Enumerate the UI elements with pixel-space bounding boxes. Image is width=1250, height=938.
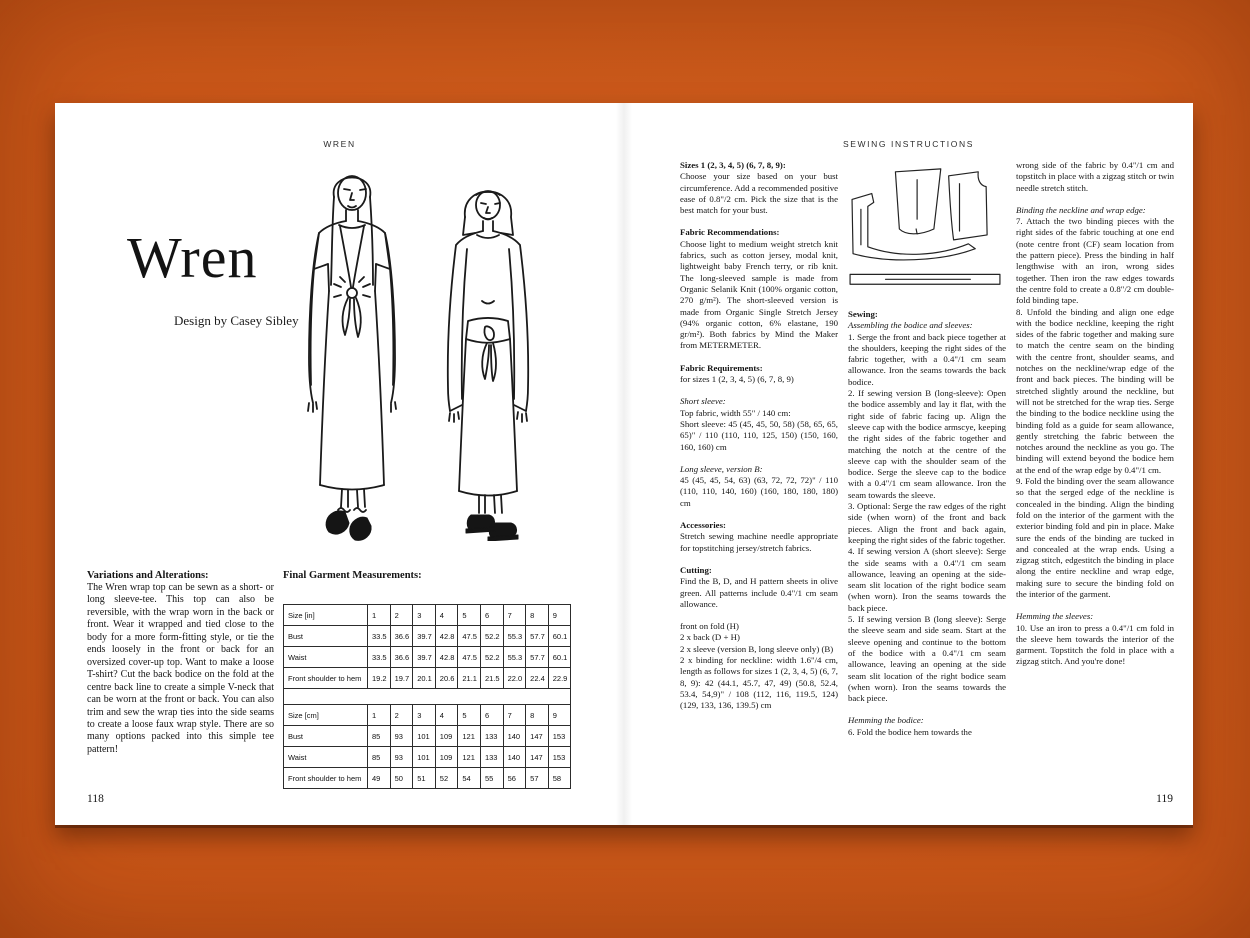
table-cell: 57 [526, 768, 549, 789]
table-cell: 6 [480, 705, 503, 726]
paragraph: Choose light to medium weight stretch knit fabrics, such as cotton jersey, modal knit, lightweight baby French terry, or rib knit. The long-sleeved sample is made from Organic Selanik Knit (100% organic cotton, 270 g/m²). The short-sleeved version is made from Organic Single Stretch Jersey (94% organic cotton, 6% elastane, 190 gr/m²). Both fabrics by Mind the Maker from METERMETER. [680, 238, 838, 351]
pattern-pieces-diagram [846, 160, 1004, 300]
table-cell: 42.8 [435, 647, 458, 668]
paragraph-gap [680, 352, 838, 363]
text-line: for sizes 1 (2, 3, 4, 5) (6, 7, 8, 9) [680, 374, 794, 385]
page-number-right: 119 [1156, 793, 1173, 805]
table-cell: 9 [548, 705, 571, 726]
table-row [284, 647, 571, 668]
paragraph: 8. Unfold the binding and align one edge with the bodice neckline, keeping the right sides of the fabric together and making sure to match the centre seam on the binding with the centre front, shoulder seams, and notches on the neckline/wrap edge of the front and back pieces. The binding will be stretched slightly around the neckline, but will not be stretched for the wrap ties. Serge the binding to the bodice neckline using the binding fold as a guide for seam allowance, gently stretching the fabric between the notches around the neckline as you go. The binding will extend beyond the bodice hem at the end of the wrap edge by 0.4"/1 cm. [1016, 306, 1174, 475]
text-line: front on fold (H) [680, 621, 739, 632]
table-cell: 121 [458, 726, 481, 747]
table-cell: 60.1 [548, 626, 571, 647]
column-binding-hemming [1016, 160, 1174, 668]
paragraph-gap [680, 509, 838, 520]
table-cell: 22.9 [548, 668, 571, 689]
table-cell: 8 [526, 605, 549, 626]
table-cell: 52.2 [480, 647, 503, 668]
table-cell: 133 [480, 726, 503, 747]
paragraph: 10. Use an iron to press a 0.4"/1 cm fold in the sleeve hem towards the interior of the garment. Topstitch the fold in place with a zigzag stitch. And you're done! [1016, 622, 1174, 667]
table-cell: Bust [284, 626, 368, 647]
table-cell: 36.6 [390, 647, 413, 668]
table-cell: 19.7 [390, 668, 413, 689]
table-cell: 153 [548, 747, 571, 768]
section-subheading: Hemming the bodice: [848, 715, 924, 726]
table-cell: 3 [413, 605, 436, 626]
pattern-title: Wren [127, 225, 258, 290]
section-heading: Fabric Recommendations: [680, 227, 780, 238]
column-sizes-fabric-cutting [680, 160, 838, 711]
paragraph-gap [680, 453, 838, 464]
table-cell: 50 [390, 768, 413, 789]
table-cell: 4 [435, 605, 458, 626]
table-row [284, 626, 571, 647]
table-cell: 6 [480, 605, 503, 626]
table-cell: 133 [480, 747, 503, 768]
paragraph: 6. Fold the bodice hem towards the [848, 726, 972, 737]
table-cell: 47.5 [458, 626, 481, 647]
table-cell: 52 [435, 768, 458, 789]
paragraph-gap [848, 704, 1006, 715]
paragraph: Short sleeve: 45 (45, 45, 50, 58) (58, 65, 65, 65)" / 110 (110, 110, 125, 150) (150, 160, 160, 160) cm [680, 418, 838, 452]
table-cell: 2 [390, 605, 413, 626]
table-cell: 1 [368, 605, 391, 626]
table-cell: 20.6 [435, 668, 458, 689]
table-cell: 42.8 [435, 626, 458, 647]
paragraph: Choose your size based on your bust circumference. Add a recommended positive ease of 0.8"/2 cm. Pick the size that is the best match for your bust. [680, 171, 838, 216]
table-cell: 56 [503, 768, 526, 789]
table-cell: 101 [413, 726, 436, 747]
table-cell: 109 [435, 747, 458, 768]
paragraph-gap [680, 385, 838, 396]
variations-section [87, 569, 274, 756]
section-heading: Sizes 1 (2, 3, 4, 5) (6, 7, 8, 9): [680, 160, 786, 170]
table-cell: 1 [368, 705, 391, 726]
paragraph: Stretch sewing machine needle appropriate for topstitching jersey/stretch fabrics. [680, 531, 838, 553]
table-cell: 5 [458, 605, 481, 626]
table-cell: 22.4 [526, 668, 549, 689]
table-cell: 36.6 [390, 626, 413, 647]
table-cell: 33.5 [368, 647, 391, 668]
table-cell: 140 [503, 747, 526, 768]
table-cell: 20.1 [413, 668, 436, 689]
section-subheading: Binding the neckline and wrap edge: [1016, 204, 1146, 215]
table-cell: Bust [284, 726, 368, 747]
table-cell: 140 [503, 726, 526, 747]
table-cell: 57.7 [526, 647, 549, 668]
table-cell: 54 [458, 768, 481, 789]
table-cell: 19.2 [368, 668, 391, 689]
page-right [624, 103, 1193, 825]
text-line: 2 x back (D + H) [680, 632, 740, 643]
text-line: 2 x sleeve (version B, long sleeve only) (B) [680, 643, 834, 654]
table-cell: 153 [548, 726, 571, 747]
table-cell: 9 [548, 605, 571, 626]
table-cell: 147 [526, 726, 549, 747]
section-subheading: Hemming the sleeves: [1016, 611, 1094, 622]
table-cell: Front shoulder to hem [284, 768, 368, 789]
table-row [284, 768, 571, 789]
book-spread [55, 103, 1193, 825]
table-cell: 4 [435, 705, 458, 726]
table-row [284, 668, 571, 689]
measurements-table [283, 604, 571, 789]
paragraph-gap [680, 554, 838, 565]
table-row [284, 705, 571, 726]
paragraph: wrong side of the fabric by 0.4"/1 cm and topstitch in place with a zigzag stitch or twin needle stretch stitch. [1016, 160, 1174, 193]
paragraph-gap [1016, 194, 1174, 205]
table-cell: 121 [458, 747, 481, 768]
table-cell: Waist [284, 747, 368, 768]
column-sewing [848, 160, 1006, 738]
table-cell: 49 [368, 768, 391, 789]
table-cell: 85 [368, 726, 391, 747]
text-line: Top fabric, width 55" / 140 cm: [680, 407, 791, 418]
table-cell: 7 [503, 705, 526, 726]
section-subheading: Short sleeve: [680, 396, 726, 407]
page-left [55, 103, 624, 825]
table-cell: 85 [368, 747, 391, 768]
table-cell: 93 [390, 747, 413, 768]
table-cell: 55 [480, 768, 503, 789]
paragraph: 45 (45, 45, 54, 63) (63, 72, 72, 72)" / 110 (110, 110, 140, 160) (160, 180, 180, 180) cm [680, 475, 838, 508]
illustration-model-long-sleeve [423, 173, 553, 541]
table-row [284, 726, 571, 747]
table-cell: 5 [458, 705, 481, 726]
table-cell: 55.3 [503, 647, 526, 668]
paragraph-gap [680, 610, 838, 621]
paragraph: 4. If sewing version A (short sleeve): Serge the side seams with a 0.4"/1 cm seam allowance, leaving an opening at the side-seam slit location of the right bodice seam (when worn). Iron the seams towards the back piece. [848, 546, 1006, 613]
spread-gutter [616, 103, 632, 825]
paragraph: 1. Serge the front and back piece together at the shoulders, keeping the right sides of the fabric together, with a 0.4"/1 cm seam allowance. Iron the seams towards the back bodice. [848, 331, 1006, 387]
table-cell: 60.1 [548, 647, 571, 668]
section-heading: Sewing: [848, 309, 878, 319]
table-cell: Waist [284, 647, 368, 668]
section-heading: Accessories: [680, 520, 726, 531]
measurements-heading: Final Garment Measurements: [283, 570, 422, 581]
paragraph: 5. If sewing version B (long sleeve): Serge the sleeve seam and side seam. Start at the sleeve opening and continue to the bottom of the bodice with a 0.4"/1 cm seam allowance, leaving an opening at the side seam slit location of the right bodice seam (when worn). Iron the seams towards the back piece. [848, 614, 1006, 704]
table-cell: 47.5 [458, 647, 481, 668]
table-cell: Front shoulder to hem [284, 668, 368, 689]
table-cell: 101 [413, 747, 436, 768]
variations-body: The Wren wrap top can be sewn as a short- or long sleeve-tee. This top can also be reversible, with the wrap worn in the back or front. Wear it wrapped and tied close to the body for a more form-fitting style, or tie the ends loosely in the front or back for an oversized cover-up top. Want to make a loose T-shirt? Cut the back bodice on the fold at the centre back line to create a simple V-neck that can be worn at the front or back. You can also trim and sew the wrap ties into the side seams to create a loose faux wrap style. There are so many options packed into this simple tee pattern! [87, 582, 274, 755]
table-cell: 21.1 [458, 668, 481, 689]
table-spacer-row [284, 689, 571, 705]
table-cell: 22.0 [503, 668, 526, 689]
table-cell: 3 [413, 705, 436, 726]
variations-heading: Variations and Alterations: [87, 570, 209, 581]
table-cell: Size [in] [284, 605, 368, 626]
page-number-left: 118 [87, 793, 104, 805]
table-cell: 8 [526, 705, 549, 726]
running-head-left: WREN [323, 139, 356, 149]
table-cell: 58 [548, 768, 571, 789]
table-cell: 39.7 [413, 647, 436, 668]
paragraph: 9. Fold the binding over the seam allowance so that the serged edge of the neckline is concealed in the binding. Align the binding fold on the interior of the garment with the exterior binding fold and pin in place. Make sure the ends of the binding are tucked in and concealed at the wrap ends. Using a zigzag stitch, edgestitch the binding in place along the entire neckline and wrap edge, making sure to secure the binding fold on the interior of the garment. [1016, 476, 1174, 599]
paragraph: 7. Attach the two binding pieces with the right sides of the fabric touching at one end (note centre front (CF) seam location from the pattern piece). Press the binding in half lengthwise with an iron, wrong sides together. Then iron the raw edges towards the centre fold to create a 0.8"/2 cm double-fold binding tape. [1016, 216, 1174, 306]
section-subheading: Long sleeve, version B: [680, 463, 763, 474]
table-cell: 33.5 [368, 626, 391, 647]
paragraph: Find the B, D, and H pattern sheets in olive green. All patterns include 0.4"/1 cm seam allowance. [680, 576, 838, 609]
table-cell: 51 [413, 768, 436, 789]
paragraph-gap [680, 216, 838, 227]
table-row [284, 747, 571, 768]
section-heading: Cutting: [680, 564, 712, 575]
table-cell: 21.5 [480, 668, 503, 689]
table-cell: 2 [390, 705, 413, 726]
paragraph: 2 x binding for neckline: width 1.6"/4 cm, length as follows for sizes 1 (2, 3, 4, 5) (6, 7, 8, 9): 42 (44.1, 45.7, 47, 49) (50.8, 52.4, 53.4, 54,9)" / 108 (112, 116, 119.5, 124) (129, 133, 136, 139.5) cm [680, 654, 838, 711]
section-heading: Fabric Requirements: [680, 362, 763, 373]
table-cell: Size [cm] [284, 705, 368, 726]
sewing-text [848, 309, 1006, 738]
paragraph-gap [1016, 600, 1174, 611]
section-subheading: Assembling the bodice and sleeves: [848, 320, 973, 331]
table-cell: 39.7 [413, 626, 436, 647]
illustration-model-short-sleeve [287, 163, 417, 545]
table-cell: 55.3 [503, 626, 526, 647]
table-cell: 7 [503, 605, 526, 626]
paragraph: 3. Optional: Serge the raw edges of the right side (when worn) of the front and back pieces. Align the front and back again, keeping the right sides of the fabric together. [848, 501, 1006, 545]
table-cell: 109 [435, 726, 458, 747]
table-cell: 52.2 [480, 626, 503, 647]
running-head-right: SEWING INSTRUCTIONS [843, 139, 974, 149]
table-cell: 93 [390, 726, 413, 747]
paragraph: 2. If sewing version B (long-sleeve): Open the bodice assembly and lay it flat, with the right side of fabric facing up. Align the sleeve cap with the bodice armscye, keeping the right sides of the fabric together and matching the notch at the centre of the sleeve cap with the shoulder seam of the bodice. Serge the sleeve cap to the bodice with a 0.4"/1 cm seam allowance. Iron the seam towards the sleeve. [848, 388, 1006, 500]
table-row [284, 605, 571, 626]
table-cell: 57.7 [526, 626, 549, 647]
measurements-section [283, 569, 571, 789]
byline: Design by Casey Sibley [174, 313, 299, 328]
table-cell: 147 [526, 747, 549, 768]
